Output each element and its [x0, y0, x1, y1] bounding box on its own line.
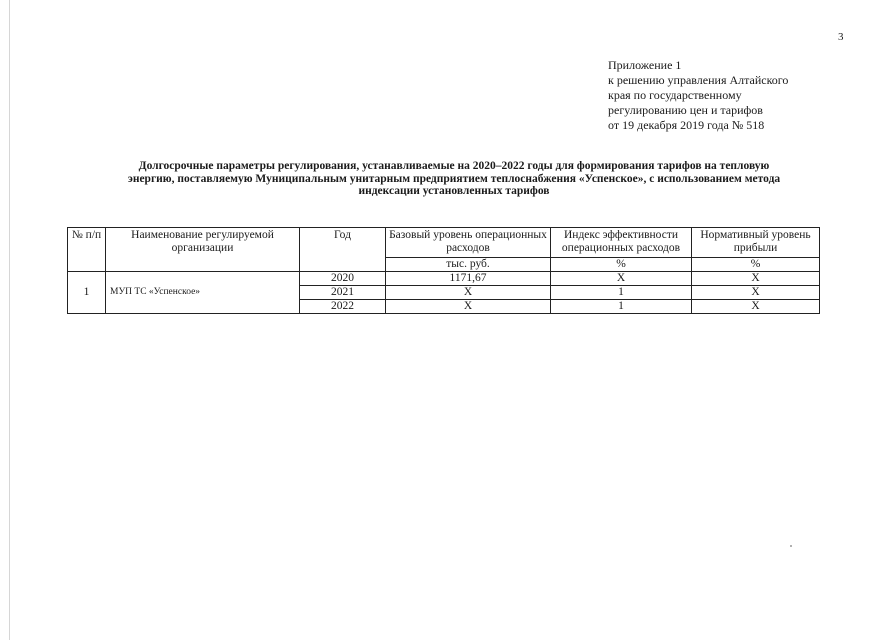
- organization-name: МУП ТС «Успенское»: [106, 272, 300, 314]
- title-line: энергию, поставляемую Муниципальным унитарным предприятием теплоснабжения «Успенское», с использованием метода: [127, 172, 781, 185]
- header-num: № п/п: [68, 228, 106, 272]
- scan-speck: [790, 545, 792, 547]
- cell-base-cost: X: [386, 286, 551, 300]
- header-organization: Наименование регулируемой организации: [106, 228, 300, 272]
- cell-profit: X: [692, 300, 820, 314]
- cell-efficiency: 1: [551, 286, 692, 300]
- cell-efficiency: 1: [551, 300, 692, 314]
- header-base-cost: Базовый уровень операционных расходов: [386, 228, 551, 258]
- cell-year: 2021: [300, 286, 386, 300]
- appendix-header: [608, 58, 858, 133]
- title-line: Долгосрочные параметры регулирования, устанавливаемые на 2020–2022 годы для формирования тарифов на тепловую: [138, 160, 770, 172]
- title-line: индексации установленных тарифов: [358, 185, 550, 197]
- appendix-line: края по государственному: [608, 88, 742, 102]
- cell-base-cost: 1171,67: [386, 272, 551, 286]
- unit-efficiency: %: [551, 258, 692, 272]
- cell-profit: X: [692, 286, 820, 300]
- unit-base-cost: тыс. руб.: [386, 258, 551, 272]
- document-title: [70, 160, 838, 198]
- table-row: [68, 272, 820, 286]
- cell-year: 2022: [300, 300, 386, 314]
- page-number: 3: [838, 31, 844, 43]
- appendix-line: Приложение 1: [608, 58, 682, 72]
- cell-base-cost: X: [386, 300, 551, 314]
- cell-year: 2020: [300, 272, 386, 286]
- table-header-row: [68, 228, 820, 258]
- cell-efficiency: X: [551, 272, 692, 286]
- appendix-line: к решению управления Алтайского: [608, 73, 789, 87]
- cell-profit: X: [692, 272, 820, 286]
- header-profit-level: Нормативный уровень прибыли: [692, 228, 820, 258]
- appendix-line: регулированию цен и тарифов: [608, 103, 763, 117]
- header-efficiency-index: Индекс эффективности операционных расходов: [551, 228, 692, 258]
- row-number: 1: [68, 272, 106, 314]
- tariff-parameters-table: [67, 227, 820, 314]
- header-year: Год: [300, 228, 386, 272]
- appendix-line: от 19 декабря 2019 года № 518: [608, 118, 765, 132]
- unit-profit: %: [692, 258, 820, 272]
- scan-edge-line: [9, 0, 10, 640]
